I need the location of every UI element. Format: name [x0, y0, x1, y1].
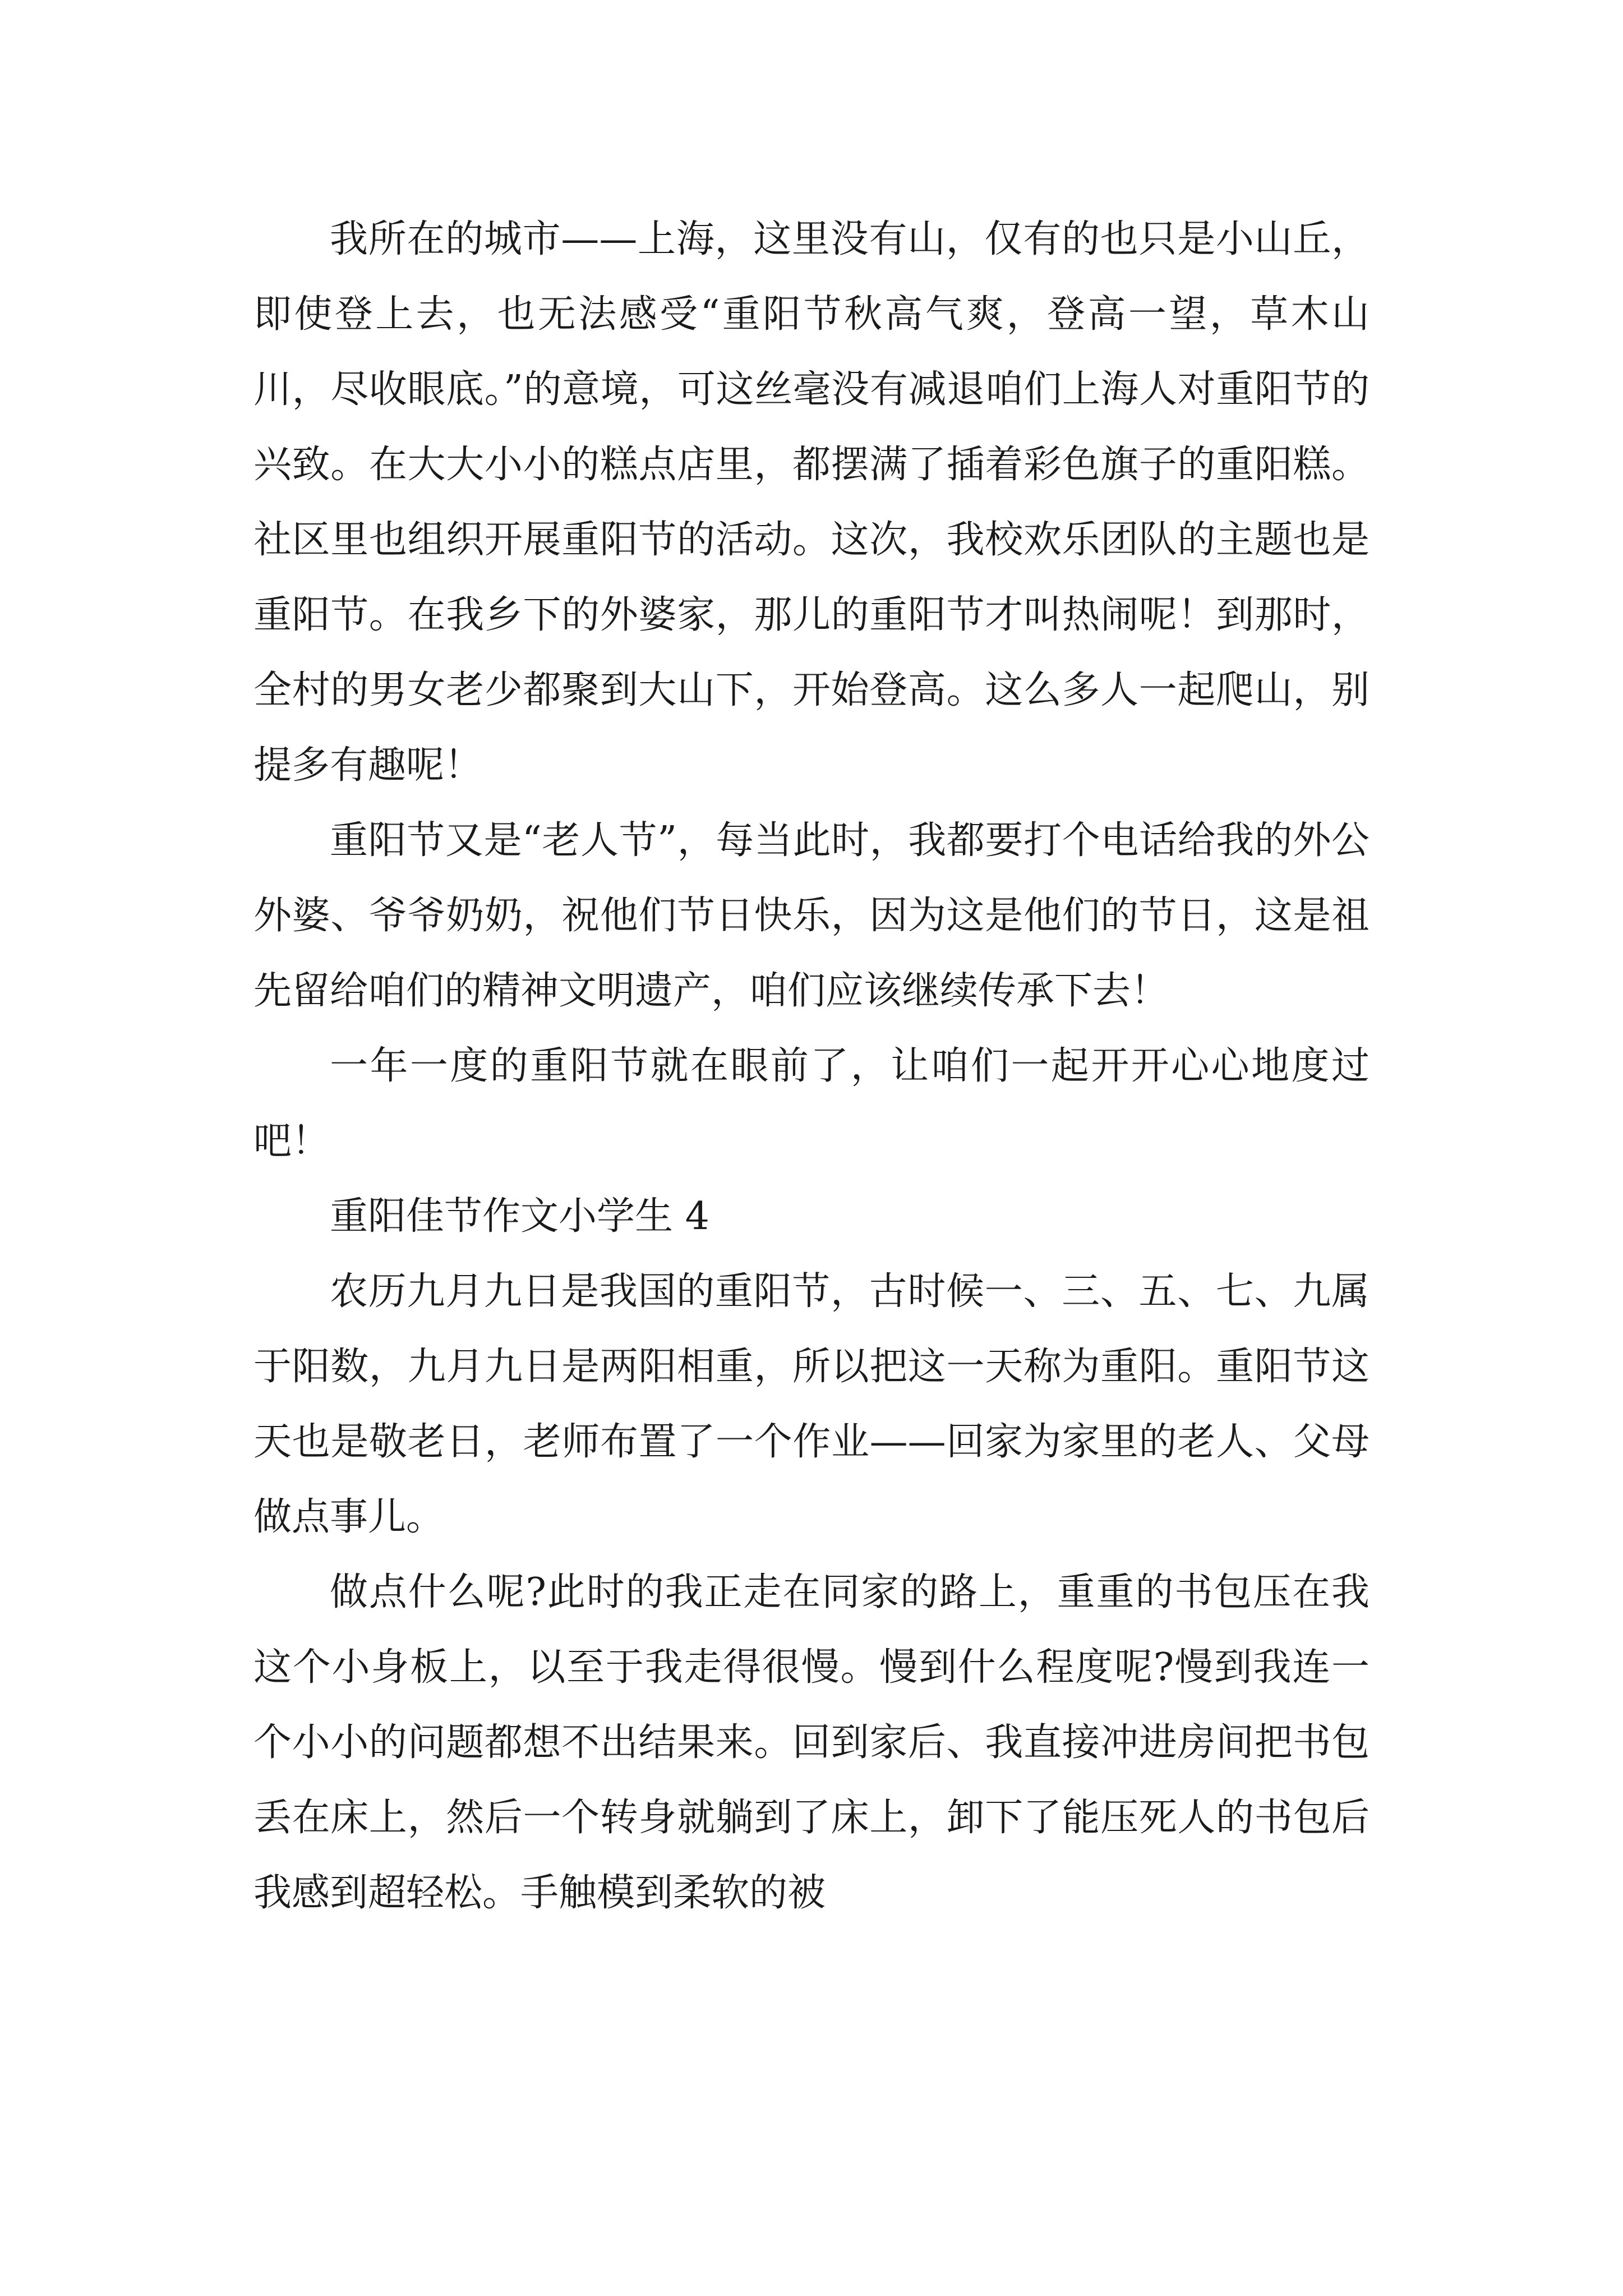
paragraph-lunar-calendar: 农历九月九日是我国的重阳节，古时候一、三、五、七、九属于阳数，九月九日是两阳相重，所以把这一天称为重阳。重阳节这天也是敬老日，老师布置了一个作业——回家为家里的老人、父母做点事儿。: [253, 1269, 1370, 1539]
paragraph-shanghai: 我所在的城市——上海，这里没有山，仅有的也只是小山丘，即使登上去，也无法感受“重阳节秋高气爽，登高一望，草木山川，尽收眼底。”的意境，可这丝毫没有减退咱们上海人对重阳节的兴致。在大大小小的糕点店里，都摆满了插着彩色旗子的重阳糕。社区里也组织开展重阳节的活动。这次，我校欢乐团队的主题也是重阳节。在我乡下的外婆家，那儿的重阳节才叫热闹呢！到那时，全村的男女老少都聚到大山下，开始登高。这么多人一起爬山，别提多有趣呢！: [253, 217, 1370, 788]
paragraph-closing: 一年一度的重阳节就在眼前了，让咱们一起开开心心地度过吧！: [253, 1044, 1370, 1163]
paragraph-walking-home: 做点什么呢?此时的我正走在同家的路上，重重的书包压在我这个小身板上，以至于我走得很慢。慢到什么程度呢?慢到我连一个小小的问题都想不出结果来。回到家后、我直接冲进房间把书包丢在床上，然后一个转身就躺到了床上，卸下了能压死人的书包后我感到超轻松。手触模到柔软的被: [253, 1570, 1370, 1915]
section-heading: 重阳佳节作文小学生 4: [330, 1194, 709, 1239]
paragraph-elders-festival: 重阳节又是“老人节”，每当此时，我都要打个电话给我的外公外婆、爷爷奶奶，祝他们节日快乐，因为这是他们的节日，这是祖先留给咱们的精神文明遗产，咱们应该继续传承下去！: [253, 818, 1370, 1013]
document-body: [253, 202, 1370, 1931]
